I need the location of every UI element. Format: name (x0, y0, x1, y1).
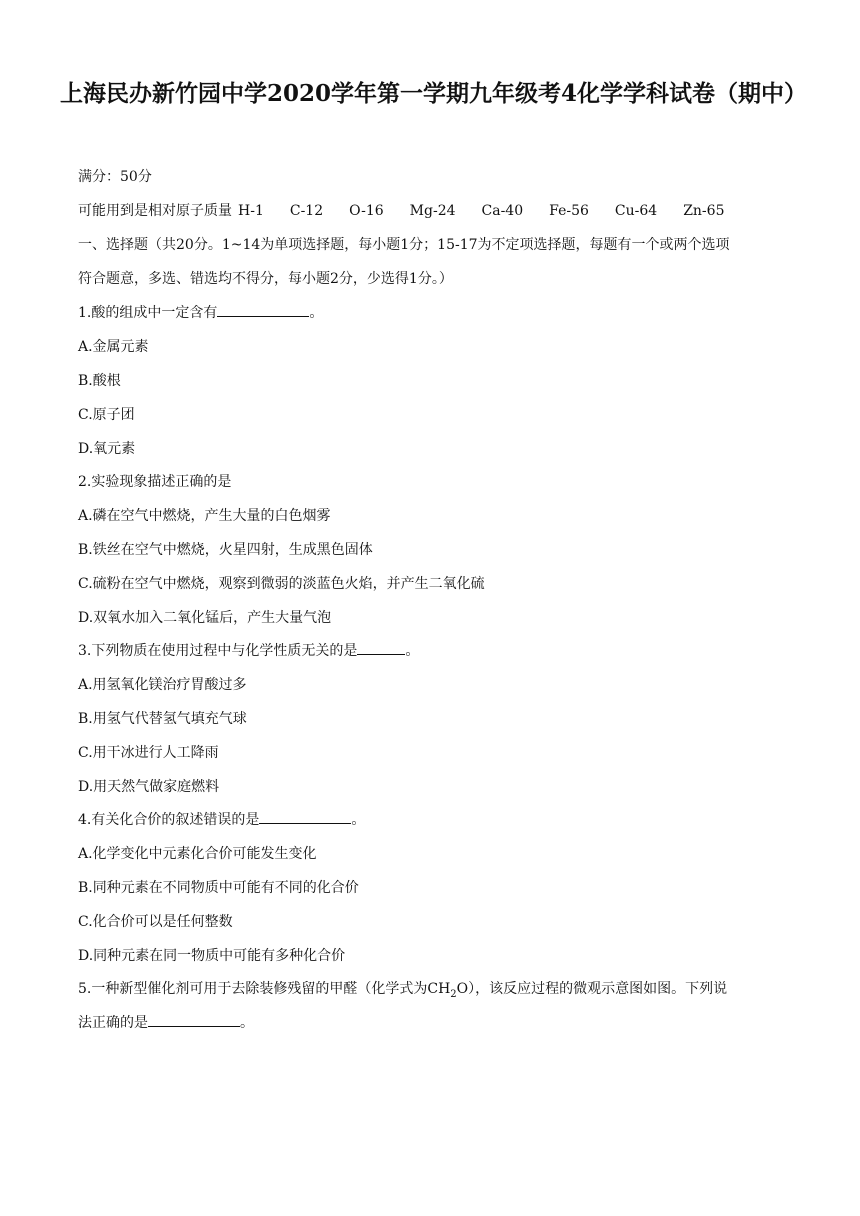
q3-option-d: D.用天然气做家庭燃料 (78, 779, 220, 795)
atomic-mass-item: H-1 (238, 203, 264, 219)
question-text: 法正确的是 (78, 1015, 148, 1031)
q3-option-c: C.用干冰进行人工降雨 (78, 745, 219, 761)
q2-option-a: A.磷在空气中燃烧，产生大量的白色烟雾 (78, 508, 331, 524)
question-end: 。 (240, 1015, 254, 1031)
answer-blank (357, 640, 405, 655)
q4-option-c: C.化合价可以是任何整数 (78, 914, 233, 930)
answer-blank (259, 809, 351, 824)
question-end: 。 (351, 812, 366, 828)
q2-option-c: C.硫粉在空气中燃烧，观察到微弱的淡蓝色火焰，并产生二氧化硫 (78, 576, 485, 592)
q3-option-b: B.用氢气代替氢气填充气球 (78, 711, 247, 727)
exam-title: 上海民办新竹园中学2020学年第一学期九年级考4化学学科试卷（期中） (60, 80, 808, 107)
q2-option-b: B.铁丝在空气中燃烧，火星四射，生成黑色固体 (78, 542, 373, 558)
q3-option-a: A.用氢氧化镁治疗胃酸过多 (78, 677, 247, 693)
question-text: 4.有关化合价的叙述错误的是 (78, 812, 260, 828)
atomic-mass-line (78, 200, 750, 220)
question-5-stem-line1 (78, 978, 727, 1000)
atomic-mass-item: Ca-40 (481, 203, 524, 219)
question-text: 3.下列物质在使用过程中与化学性质无关的是 (78, 643, 358, 659)
q1-option-c: C.原子团 (78, 407, 135, 423)
q4-option-a: A.化学变化中元素化合价可能发生变化 (78, 846, 317, 862)
atomic-mass-item: Mg-24 (409, 203, 456, 219)
question-3-stem (78, 640, 419, 660)
answer-blank (217, 302, 309, 317)
section1-instructions-line1: 一、选择题（共20分。1~14为单项选择题，每小题1分；15-17为不定项选择题，每题有一个或两个选项 (78, 237, 730, 253)
atomic-mass-prefix: 可能用到是相对原子质量 (78, 203, 232, 219)
q1-option-d: D.氧元素 (78, 441, 136, 457)
formula-subscript: 2 (450, 988, 457, 1000)
question-2-stem: 2.实验现象描述正确的是 (78, 474, 232, 490)
question-text: O），该反应过程的微观示意图如图。下列说 (456, 981, 728, 997)
section1-instructions-line2: 符合题意，多选、错选均不得分，每小题2分，少选得1分。） (78, 271, 453, 287)
question-end: 。 (405, 643, 420, 659)
atomic-mass-item: O-16 (349, 203, 384, 219)
question-5-stem-line2 (78, 1012, 254, 1032)
question-end: 。 (309, 305, 324, 321)
atomic-mass-item: Zn-65 (683, 203, 725, 219)
question-1-stem (78, 302, 323, 322)
q1-option-a: A.金属元素 (78, 339, 149, 355)
answer-blank (148, 1012, 240, 1027)
question-text: 1.酸的组成中一定含有 (78, 305, 218, 321)
atomic-mass-item: C-12 (289, 203, 324, 219)
q2-option-d: D.双氧水加入二氧化锰后，产生大量气泡 (78, 610, 332, 626)
q1-option-b: B.酸根 (78, 373, 121, 389)
atomic-mass-item: Fe-56 (549, 203, 589, 219)
atomic-mass-item: Cu-64 (614, 203, 658, 219)
q4-option-b: B.同种元素在不同物质中可能有不同的化合价 (78, 880, 359, 896)
question-4-stem (78, 809, 365, 829)
question-text: 5.一种新型催化剂可用于去除装修残留的甲醛（化学式为CH (78, 981, 451, 997)
q4-option-d: D.同种元素在同一物质中可能有多种化合价 (78, 948, 346, 964)
full-score: 满分：50分 (78, 169, 152, 185)
